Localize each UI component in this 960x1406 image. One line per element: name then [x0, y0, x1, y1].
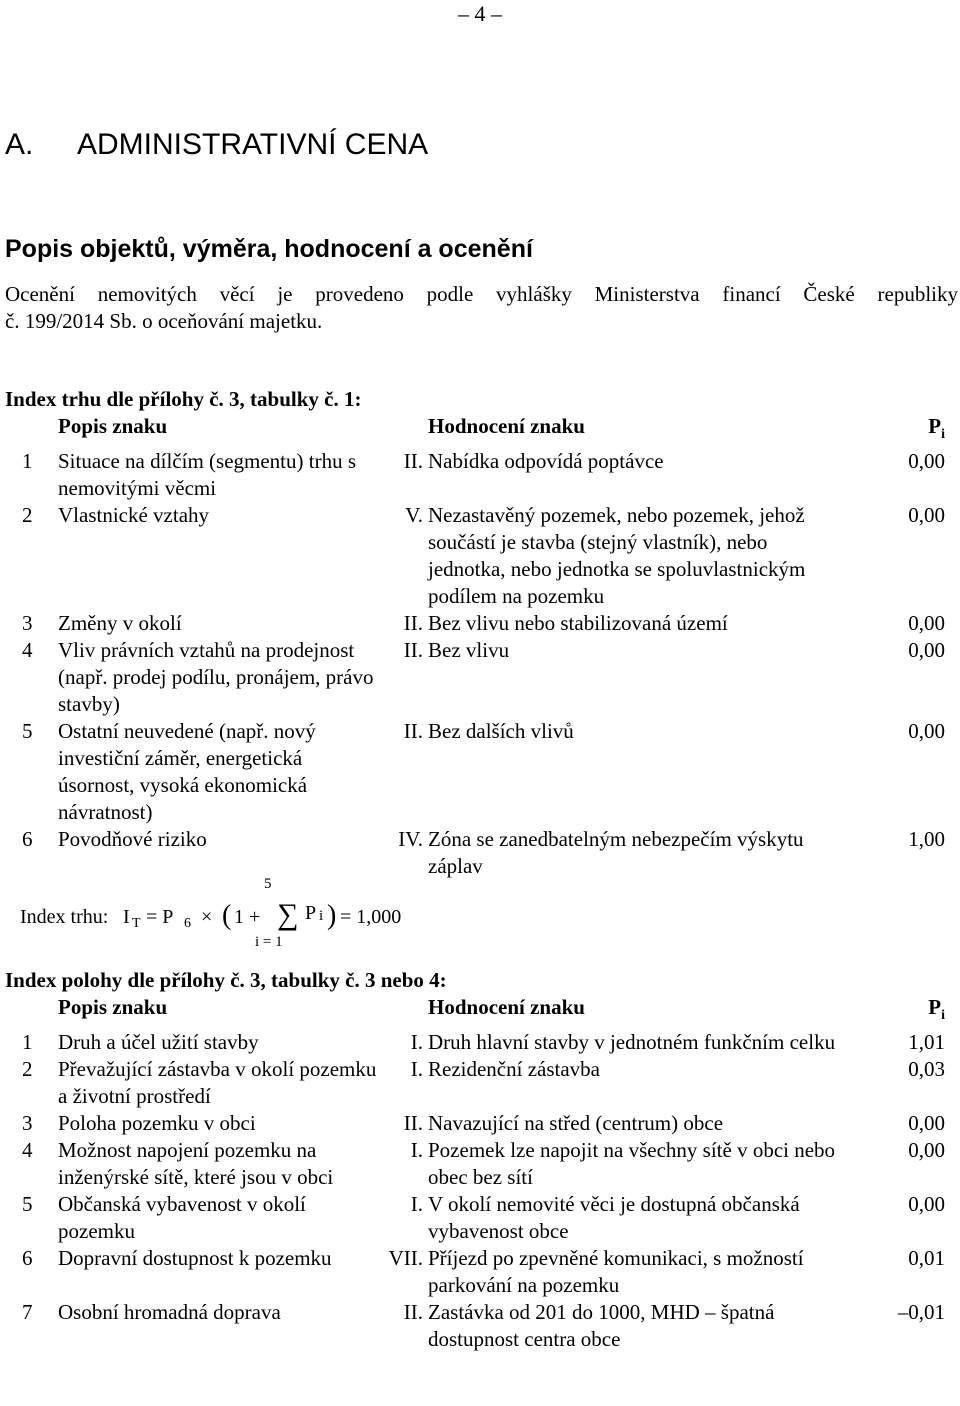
row-value: 0,00	[908, 1111, 945, 1136]
row-number: 5	[22, 719, 33, 744]
row-value: 0,00	[908, 1138, 945, 1163]
formula-sigma: ∑	[277, 898, 299, 931]
table-row	[0, 1137, 945, 1191]
formula-label: Index trhu:	[20, 906, 109, 928]
formula-pi-sub: i	[319, 908, 324, 924]
row-value: –0,01	[897, 1300, 945, 1325]
formula-times: ×	[201, 906, 213, 928]
row-number: 1	[22, 1030, 33, 1055]
row-description: Občanská vybavenost v okolí pozemku	[58, 1192, 306, 1244]
table-row	[0, 1245, 945, 1299]
row-rating-text: Pozemek lze napojit na všechny sítě v obci nebo obec bez sítí	[428, 1138, 836, 1190]
row-rating-text: Příjezd po zpevněné komunikaci, s možností parkování na pozemku	[428, 1246, 804, 1298]
row-rating-grade: II.	[403, 638, 423, 663]
market-index-formula	[20, 876, 440, 956]
row-rating-grade: V.	[405, 503, 423, 528]
section-heading	[5, 125, 428, 165]
row-rating-text: Rezidenční zástavba	[428, 1057, 600, 1082]
row-value: 0,01	[908, 1246, 945, 1271]
subsection-heading: Popis objektů, výměra, hodnocení a ocenění	[5, 235, 533, 263]
row-description: Změny v okolí	[58, 611, 182, 636]
formula-sum-lower: i = 1	[255, 934, 283, 950]
intro-line-1: Ocenění nemovitých věcí je provedeno podle vyhlášky Ministerstva financí České republiky	[5, 282, 958, 306]
row-description: Druh a účel užití stavby	[58, 1030, 259, 1055]
header-description: Popis znaku	[58, 995, 168, 1019]
section-title: ADMINISTRATIVNÍ CENA	[77, 128, 429, 161]
row-number: 5	[22, 1192, 33, 1217]
formula-eq-p: = P	[146, 906, 174, 928]
table-row	[0, 610, 945, 637]
row-description: Situace na dílčím (segmentu) trhu s nemovitými věcmi	[58, 449, 357, 501]
row-rating-text: Zastávka od 201 do 1000, MHD – špatná dostupnost centra obce	[428, 1300, 775, 1352]
row-rating-grade: VII.	[388, 1246, 423, 1271]
row-rating-grade: II.	[403, 1300, 423, 1325]
row-number: 4	[22, 1138, 33, 1163]
row-rating-text: Nabídka odpovídá poptávce	[428, 449, 664, 474]
row-rating-grade: II.	[403, 611, 423, 636]
row-rating-text: Zóna se zanedbatelným nebezpečím výskytu záplav	[428, 827, 804, 879]
row-number: 6	[22, 1246, 33, 1271]
row-number: 3	[22, 1111, 33, 1136]
row-rating-grade: II.	[403, 719, 423, 744]
row-value: 0,00	[908, 1192, 945, 1217]
table-row	[0, 637, 945, 718]
table-row	[0, 1029, 945, 1056]
row-number: 3	[22, 611, 33, 636]
formula-result: = 1,000	[340, 906, 402, 928]
table-row	[0, 826, 945, 880]
market-index-table	[0, 413, 945, 880]
row-rating-grade: I.	[410, 1138, 423, 1163]
row-rating-grade: II.	[403, 1111, 423, 1136]
row-value: 0,00	[908, 719, 945, 744]
formula-paren-close: )	[327, 900, 337, 931]
row-number: 1	[22, 449, 33, 474]
market-index-title: Index trhu dle přílohy č. 3, tabulky č. 1:	[5, 387, 362, 411]
table-row	[0, 502, 945, 610]
table-row	[0, 1110, 945, 1137]
row-value: 0,00	[908, 611, 945, 636]
section-letter: A.	[5, 128, 34, 161]
row-value: 1,00	[908, 827, 945, 852]
header-description: Popis znaku	[58, 414, 168, 438]
table-row	[0, 448, 945, 502]
page-number: – 4 –	[458, 1, 502, 26]
table-row	[0, 1299, 945, 1353]
row-value: 0,03	[908, 1057, 945, 1082]
row-number: 7	[22, 1300, 33, 1325]
row-rating-text: Bez vlivu	[428, 638, 510, 663]
formula-i-sub: T	[132, 916, 141, 931]
row-description: Dopravní dostupnost k pozemku	[58, 1246, 332, 1271]
row-rating-grade: IV.	[398, 827, 423, 852]
row-rating-grade: II.	[403, 449, 423, 474]
row-number: 4	[22, 638, 33, 663]
row-description: Poloha pozemku v obci	[58, 1111, 256, 1136]
formula-p6-sub: 6	[184, 916, 191, 931]
formula-sum-upper: 5	[264, 876, 272, 892]
formula-i: I	[123, 906, 130, 928]
formula-pi: P	[305, 902, 317, 924]
row-number: 2	[22, 1057, 33, 1082]
header-value: $P_i$	[928, 995, 945, 1024]
row-value: 0,00	[908, 503, 945, 528]
table-row	[0, 718, 945, 826]
row-description: Osobní hromadná doprava	[58, 1300, 281, 1325]
row-value: 1,01	[908, 1030, 945, 1055]
formula-one-plus: 1 +	[234, 906, 261, 928]
intro-paragraph	[5, 281, 958, 335]
header-rating: Hodnocení znaku	[428, 414, 585, 438]
row-value: 0,00	[908, 638, 945, 663]
row-rating-text: V okolí nemovité věci je dostupná občanská vybavenost obce	[428, 1192, 800, 1244]
table-row	[0, 1191, 945, 1245]
row-description: Povodňové riziko	[58, 827, 207, 852]
row-description: Vlastnické vztahy	[58, 503, 210, 528]
row-number: 6	[22, 827, 33, 852]
row-rating-text: Navazující na střed (centrum) obce	[428, 1111, 724, 1136]
intro-line-2: č. 199/2014 Sb. o oceňování majetku.	[5, 309, 323, 333]
row-rating-grade: I.	[410, 1192, 423, 1217]
row-rating-grade: I.	[410, 1030, 423, 1055]
row-value: 0,00	[908, 449, 945, 474]
row-description: Převažující zástavba v okolí pozemku a životní prostředí	[58, 1057, 377, 1109]
table-header-row	[0, 413, 945, 448]
table-row	[0, 1056, 945, 1110]
row-rating-text: Druh hlavní stavby v jednotném funkčním celku	[428, 1030, 836, 1055]
row-rating-text: Nezastavěný pozemek, nebo pozemek, jehož součástí je stavba (stejný vlastník), nebo jednotka, nebo jednotka se spoluvlastnickým podílem na pozemku	[428, 503, 806, 609]
row-rating-text: Bez dalších vlivů	[428, 719, 574, 744]
row-description: Ostatní neuvedené (např. nový investiční záměr, energetická úsornost, vysoká ekonomická návratnost)	[58, 719, 316, 825]
row-description: Vliv právních vztahů na prodejnost (např. prodej podílu, pronájem, právo stavby)	[58, 638, 374, 717]
row-rating-grade: I.	[410, 1057, 423, 1082]
header-rating: Hodnocení znaku	[428, 995, 585, 1019]
row-rating-text: Bez vlivu nebo stabilizovaná území	[428, 611, 728, 636]
table-header-row	[0, 994, 945, 1029]
formula-paren-open: (	[222, 900, 232, 931]
location-index-table	[0, 994, 945, 1353]
header-value: $P_i$	[928, 414, 945, 443]
row-description: Možnost napojení pozemku na inženýrské sítě, které jsou v obci	[58, 1138, 334, 1190]
location-index-title: Index polohy dle přílohy č. 3, tabulky č. 3 nebo 4:	[5, 968, 447, 992]
row-number: 2	[22, 503, 33, 528]
